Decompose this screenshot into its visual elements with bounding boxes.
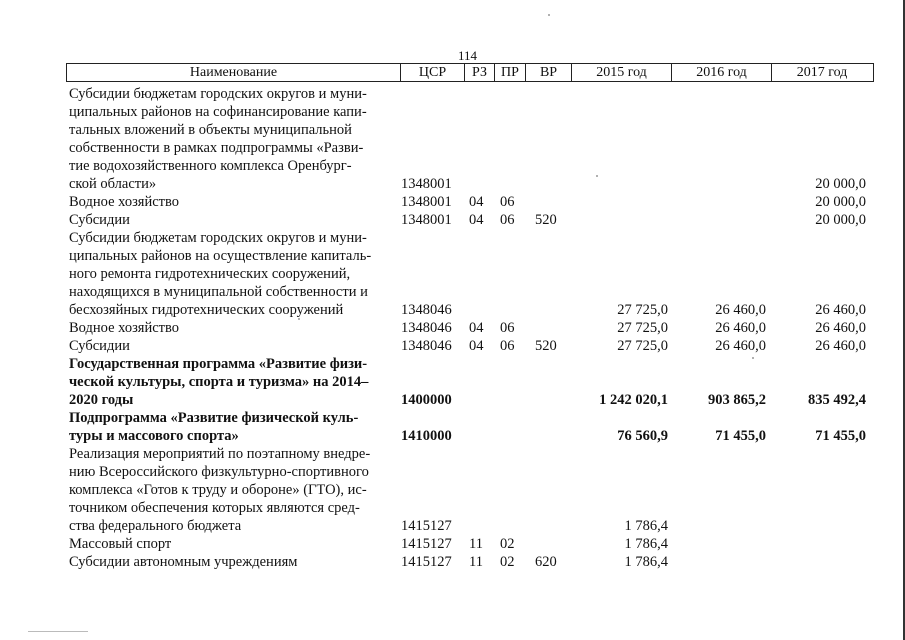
row-pr: 06 [500,194,515,210]
row-2016: 26 460,0 [715,338,766,354]
row-2015: 1 786,4 [624,536,668,552]
row-name-line: Массовый спорт [69,536,172,552]
row-name-line: ства федерального бюджета [69,518,242,534]
row-2015: 27 725,0 [617,320,668,336]
row-csr: 1348046 [401,320,452,336]
row-rz: 04 [469,212,484,228]
scan-speck [298,318,300,320]
row-2017: 26 460,0 [815,302,866,318]
row-name [69,85,399,193]
row-2017: 20 000,0 [815,212,866,228]
row-name-line: точником обеспечения которых являются сред- [69,500,360,516]
row-pr: 02 [500,554,515,570]
table-row [66,355,872,409]
row-name [69,553,399,571]
table-row [66,409,872,445]
row-name-line: ческой культуры, спорта и туризма» на 2014– [69,374,369,390]
row-name [69,229,399,319]
row-2017: 71 455,0 [815,428,866,444]
header-name: Наименование [189,65,278,80]
row-name-line: Водное хозяйство [69,194,180,210]
row-name [69,211,399,229]
row-csr: 1348001 [401,194,452,210]
table-row [66,193,872,211]
table-row [66,229,872,319]
page-number: 114 [458,48,478,63]
header-2017: 2017 год [796,65,848,80]
row-2016: 26 460,0 [715,320,766,336]
row-csr: 1400000 [401,392,452,408]
scan-speck [548,14,550,16]
header-vr: ВР [539,65,558,80]
row-2017: 835 492,4 [808,392,866,408]
row-name-line: Реализация мероприятий по поэтапному внедре- [69,446,371,462]
header-pr: ПР [501,65,519,80]
row-name-line: ципальных районов на софинансирование капи- [69,104,367,120]
row-name-line: туры и массового спорта» [69,428,239,444]
row-name [69,535,399,553]
row-rz: 04 [469,320,484,336]
row-2016: 26 460,0 [715,302,766,318]
row-2015: 27 725,0 [617,338,668,354]
table-row [66,337,872,355]
row-name-line: 2020 годы [69,392,134,408]
footer-rule [28,631,88,632]
row-name-line: Государственная программа «Развитие физи- [69,356,368,372]
row-rz: 11 [469,536,483,552]
row-name-line: ципальных районов на осуществление капиталь- [69,248,372,264]
row-rz: 11 [469,554,483,570]
row-name-line: Подпрограмма «Развитие физической куль- [69,410,359,426]
row-vr: 520 [535,212,557,228]
row-pr: 06 [500,338,515,354]
row-name-line: Субсидии бюджетам городских округов и муни- [69,230,367,246]
row-pr: 02 [500,536,515,552]
row-name-line: собственности в рамках подпрограммы «Разви- [69,140,364,156]
row-csr: 1415127 [401,554,452,570]
row-csr: 1348046 [401,302,452,318]
row-2017: 20 000,0 [815,176,866,192]
row-name-line: Водное хозяйство [69,320,180,336]
row-csr: 1348046 [401,338,452,354]
row-rz: 04 [469,194,484,210]
table-row [66,445,872,535]
row-pr: 06 [500,212,515,228]
row-csr: 1415127 [401,536,452,552]
row-name-line: Субсидии автономным учреждениям [69,554,298,570]
row-csr: 1348001 [401,176,452,192]
row-name-line: тие водохозяйственного комплекса Оренбург- [69,158,352,174]
row-csr: 1348001 [401,212,452,228]
table-row [66,553,872,571]
row-name-line: тальных вложений в объекты муниципальной [69,122,352,138]
header-2016: 2016 год [696,65,747,80]
table-row [66,535,872,553]
header-2015: 2015 год [596,65,647,80]
row-2015: 27 725,0 [617,302,668,318]
row-name-line: комплекса «Готов к труду и обороне» (ГТО), ис- [69,482,367,498]
row-rz: 04 [469,338,484,354]
row-name-line: ного ремонта гидротехнических сооружений, [69,266,351,282]
row-name [69,319,399,337]
row-pr: 06 [500,320,515,336]
table-row [66,85,872,193]
row-2017: 20 000,0 [815,194,866,210]
row-name-line: Субсидии бюджетам городских округов и муни- [69,86,367,102]
row-name [69,337,399,355]
row-2015: 1 786,4 [624,554,668,570]
row-name [69,355,399,409]
table-row [66,319,872,337]
row-name [69,409,399,445]
table-header [66,63,874,82]
header-csr: ЦСР [418,65,447,80]
row-name-line: находящихся в муниципальной собственности и [69,284,368,300]
row-vr: 520 [535,338,557,354]
table-row [66,211,872,229]
row-name-line: нию Всероссийского физкультурно-спортивного [69,464,369,480]
row-name-line: Субсидии [69,212,130,228]
row-csr: 1410000 [401,428,452,444]
row-vr: 620 [535,554,557,570]
row-2015: 1 786,4 [624,518,668,534]
row-name-line: бесхозяйных гидротехнических сооружений [69,302,344,318]
row-csr: 1415127 [401,518,452,534]
row-2015: 1 242 020,1 [599,392,668,408]
scan-speck [596,175,598,177]
row-2017: 26 460,0 [815,338,866,354]
row-name-line: ской области» [69,176,157,192]
row-name-line: Субсидии [69,338,130,354]
row-2016: 903 865,2 [708,392,766,408]
row-2016: 71 455,0 [715,428,766,444]
row-2015: 76 560,9 [617,428,668,444]
scan-speck [752,357,754,359]
row-name [69,445,399,535]
row-2017: 26 460,0 [815,320,866,336]
header-rz: РЗ [472,65,487,80]
row-name [69,193,399,211]
